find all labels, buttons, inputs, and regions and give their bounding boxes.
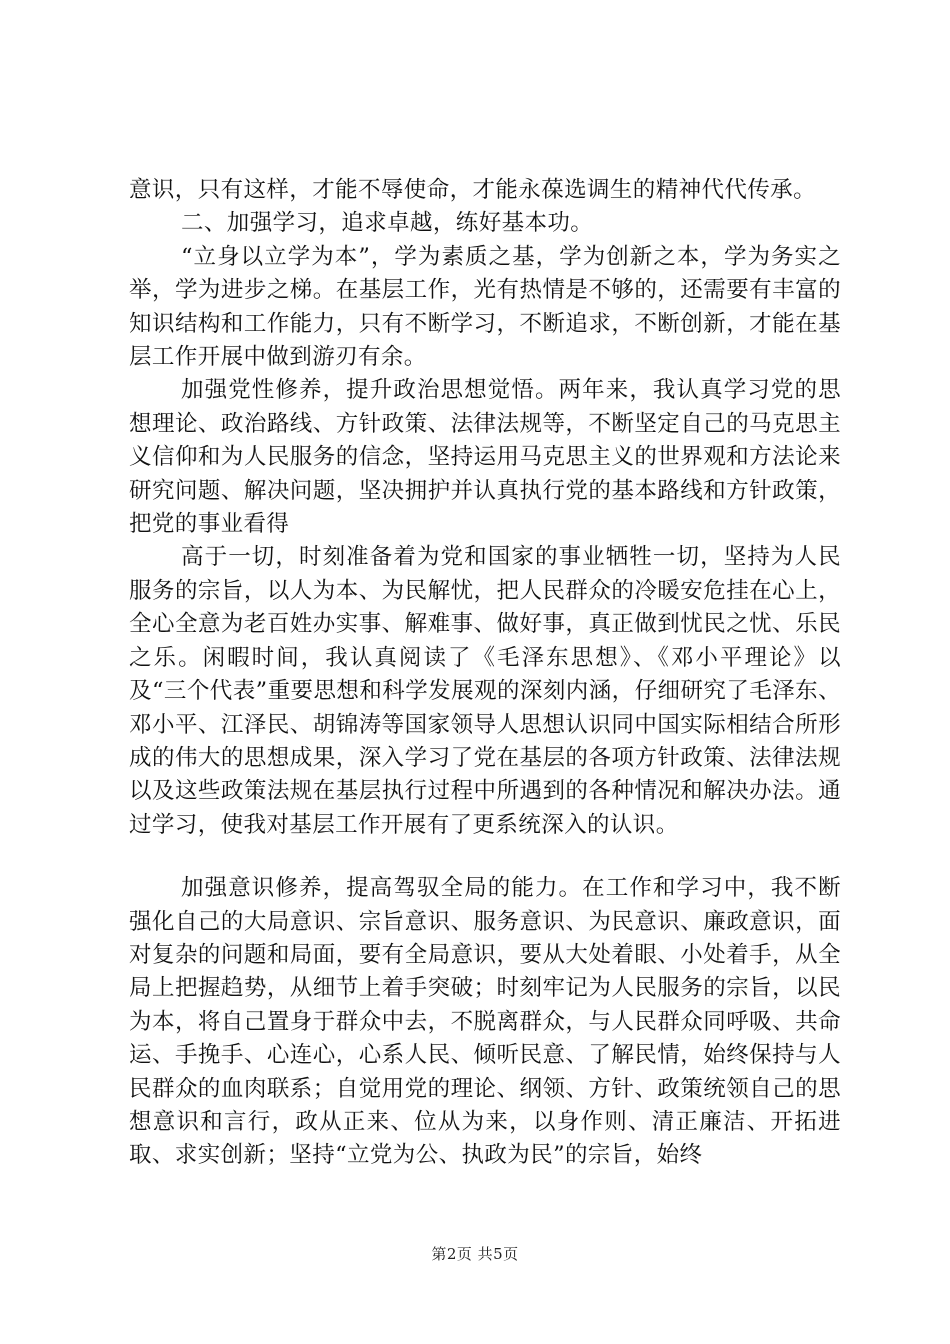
paragraph: “立身以立学为本”，学为素质之基，学为创新之本，学为务实之举，学为进步之梯。在基层工作，光有热情是不够的，还需要有丰富的知识结构和工作能力，只有不断学习，不断追求，不断创新，才能在基层工作开展中做到游刃有余。: [129, 243, 841, 371]
paragraph-continuation: 意识，只有这样，才能不辱使命，才能永葆选调生的精神代代传承。: [129, 177, 817, 203]
page-number-footer: 第2页 共5页: [431, 1245, 519, 1263]
paragraph: 加强党性修养，提升政治思想觉悟。两年来，我认真学习党的思想理论、政治路线、方针政策、法律法规等，不断坚定自己的马克思主义信仰和为人民服务的信念，坚持运用马克思主义的世界观和方法论来研究问题、解决问题，坚决拥护并认真执行党的基本路线和方针政策，把党的事业看得: [129, 377, 841, 538]
section-heading: 二、加强学习，追求卓越，练好基本功。: [181, 210, 594, 237]
document-body: [129, 174, 841, 1173]
paragraph: 高于一切，时刻准备着为党和国家的事业牺牲一切，坚持为人民服务的宗旨，以人为本、为民解忧，把人民群众的冷暖安危挂在心上，全心全意为老百姓办实事、解难事、做好事，真正做到忧民之忧、乐民之乐。闲暇时间，我认真阅读了《毛泽东思想》、《邓小平理论》以及“三个代表”重要思想和科学发展观的深刻内涵，仔细研究了毛泽东、邓小平、江泽民、胡锦涛等国家领导人思想认识同中国实际相结合所形成的伟大的思想成果，深入学习了党在基层的各项方针政策、法律法规以及这些政策法规在基层执行过程中所遇到的各种情况和解决办法。通过学习，使我对基层工作开展有了更系统深入的认识。: [129, 544, 841, 838]
paragraph: 加强意识修养，提高驾驭全局的能力。在工作和学习中，我不断强化自己的大局意识、宗旨意识、服务意识、为民意识、廉政意识，面对复杂的问题和局面，要有全局意识，要从大处着眼、小处着手，从全局上把握趋势，从细节上着手突破；时刻牢记为人民服务的宗旨，以民为本，将自己置身于群众中去，不脱离群众，与人民群众同呼吸、共命运、手挽手、心连心，心系人民、倾听民意、了解民情，始终保持与人民群众的血肉联系；自觉用党的理论、纲领、方针、政策统领自己的思想意识和言行，政从正来、位从为来，以身作则、清正廉洁、开拓进取、求实创新；坚持“立党为公、执政为民”的宗旨，始终: [129, 875, 841, 1169]
